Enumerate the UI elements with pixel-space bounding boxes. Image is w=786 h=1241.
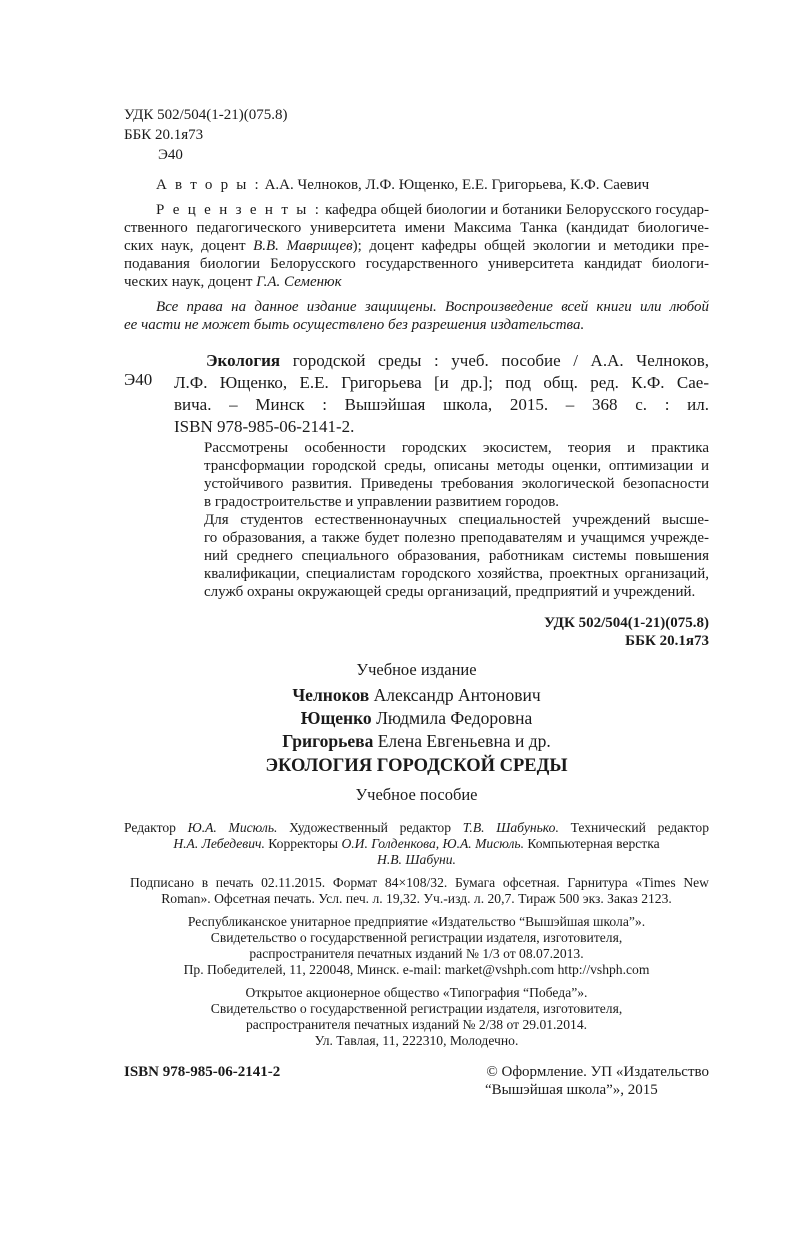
annotation-p2: Для студентов естественнонаучных специальностей учреждений высше- [204,512,709,528]
author-line: Григорьева Елена Евгеньевна и др. [282,731,551,751]
authors-names: А.А. Челноков, Л.Ф. Ющенко, Е.Е. Григорьева, К.Ф. Саевич [264,177,650,193]
catalog-sign: Э40 [124,370,153,389]
reviewers-line: подавания биологии Белорусского государственного университета кандидат биологи- [124,256,709,272]
reviewers-line: Р е ц е н з е н т ы : кафедра общей биологии и ботаники Белорусского государ- [156,202,710,218]
udk-footer: УДК 502/504(1-21)(075.8) ББК 20.1я73 [544,615,709,649]
copyright: © Оформление. УП «Издательство “Вышэйшая школа”», 2015 [485,1064,709,1098]
catalog-title-bold: Экология [206,351,281,370]
reviewers-block [124,201,709,291]
reviewers-line: ских наук, доцент В.В. Маврищев); доцент кафедры общей экологии и методики пре- [124,238,709,254]
reviewer-name: Г.А. Семенюк [256,274,342,290]
print-info: Подписано в печать 02.11.2015. Формат 84×108/32. Бумага офсетная. Гарнитура «Times New Roman». Офсетная печать. Усл. печ. л. 19,32. Уч.-изд. л. 20,7. Тираж 500 экз. Заказ 2123. [130,875,709,906]
book-subtitle: Учебное пособие [355,785,478,804]
author-line: Челноков Александр Антонович [292,685,541,705]
annotation: Рассмотрены особенности городских экосистем, теория и практика трансформации городской среды, описаны методы оценки, оптимизации и устойчивого развития. Приведены требования экологической безопасности в градостроительстве и управлении развитием городов. Для студентов естественнонаучных специальностей учреждений высше- го образования, а также будет полезно преподавателям и учащимся учрежде- ний среднего специального образования, работникам системы повышения квалификации, специалистам городского хозяйства, проектных организаций, служб охраны окружающей среды организаций, предприятий и учреждений. [204,440,709,600]
book-title: ЭКОЛОГИЯ ГОРОДСКОЙ СРЕДЫ [265,756,568,776]
publisher-info: Республиканское унитарное предприятие «Издательство “Вышэйшая школа”». Свидетельство о государственной регистрации издателя, изготовителя, распространителя печатных изданий № 1/3 от 08.07.2013. Пр. Победителей, 11, 220048, Минск. e-mail: market@vshph.com http://vshph.com [124,914,709,978]
bbk-code: ББК 20.1я73 [124,127,204,143]
reviewers-line: ственного педагогического университета имени Максима Танка (кандидат биологиче- [124,220,709,236]
authors-line [156,176,649,194]
authors-label: А в т о р ы : [156,177,261,193]
catalog-entry: Экология городской среды : учеб. пособие / А.А. Челноков, Л.Ф. Ющенко, Е.Е. Григорьева [и др.]; под общ. ред. К.Ф. Сае- вича. – Минск : Вышэйшая школа, 2015. – 368 с. : ил. ISBN 978-985-06-2141-2. [174,351,710,436]
isbn: ISBN 978-985-06-2141-2 [124,1064,281,1080]
annotation-p1: Рассмотрены особенности городских экосистем, теория и практика [204,440,709,456]
udk-code: УДК 502/504(1-21)(075.8) [124,107,288,123]
edition-block [124,659,709,805]
credits: Редактор Ю.А. Мисюль. Художественный редактор Т.В. Шабунько. Технический редактор Н.А. Лебедевич. Корректоры О.И. Голденкова, Ю.А. Мисюль. Компьютерная верстка Н.В. Шабуни. [124,820,710,867]
author-line: Ющенко Людмила Федоровна [300,708,533,728]
publisher-contacts: Пр. Победителей, 11, 220048, Минск. e-mail: market@vshph.com http://vshph.com [183,962,650,977]
author-sign: Э40 [158,147,183,163]
reviewer-name: В.В. Маврищев [253,238,353,254]
rights-notice: Все права на данное издание защищены. Воспроизведение всей книги или любой ее части не может быть осуществлено без разрешения издательства. [124,299,709,333]
printer-info: Открытое акционерное общество «Типография “Победа”». Свидетельство о государственной регистрации издателя, изготовителя, распространителя печатных изданий № 2/38 от 29.01.2014. Ул. Тавлая, 11, 222310, Молодечно. [210,985,623,1048]
reviewers-line: ческих наук, доцент Г.А. Семенюк [124,274,342,290]
edition-type: Учебное издание [356,660,477,679]
